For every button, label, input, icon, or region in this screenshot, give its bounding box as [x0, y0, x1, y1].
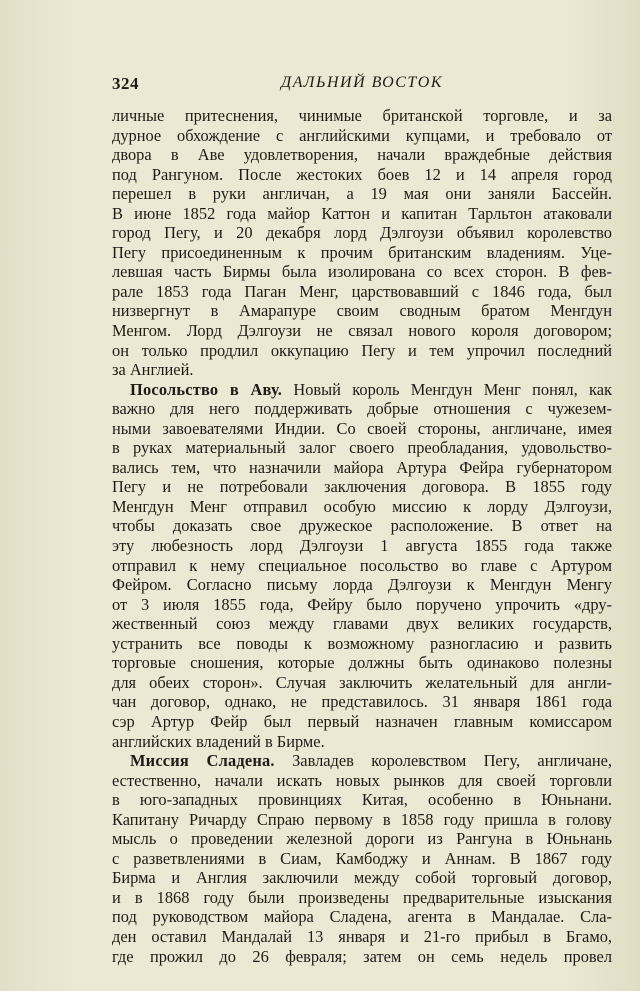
text-line: мысль о проведении железной дороги из Рангуна в Юньнань [112, 829, 612, 849]
text-line: личные притеснения, чинимые британской торговле, и за [112, 106, 612, 125]
text-line: под руководством майора Сладена, агента в Мандалае. Сла- [112, 907, 612, 927]
page-number: 324 [112, 74, 139, 93]
text-line: устранить все поводы к возможному разногласию и развить [112, 633, 612, 653]
text-line: он только продлил оккупацию Пегу и тем упрочил последний [112, 340, 612, 360]
text-line: дурное обхождение с английскими купцами, и требовало от [112, 125, 612, 145]
text-line: от 3 июля 1855 года, Фейру было поручено упрочить «дру- [112, 594, 612, 614]
text-line: Менгдун Менг отправил особую миссию к лорду Дэлгоузи, [112, 496, 612, 516]
text-line: двора в Аве удовлетворения, начали враждебные действия [112, 145, 612, 165]
text-line: с разветвлениями в Сиам, Камбоджу и Аннам. В 1867 году [112, 848, 612, 868]
text-line: левшая часть Бирмы была изолирована со всех сторон. В фев- [112, 262, 612, 282]
text-line: естественно, начали искать новых рынков для своей торговли [112, 770, 612, 790]
text-line: отправил к нему специальное посольство во главе с Артуром [112, 555, 612, 575]
text-line: для обеих сторон». Случая заключить желательный для англи- [112, 672, 612, 692]
text-line: низвергнут в Амарапуре своим сводным братом Менгдун [112, 301, 612, 321]
text-line: вались тем, что назначили майора Артура Фейра губернатором [112, 457, 612, 477]
body-text [112, 106, 612, 966]
text-line: В июне 1852 года майор Каттон и капитан Тарльтон атаковали [112, 203, 612, 223]
text-line: Пегу присоединенным к прочим британским владениям. Уце- [112, 242, 612, 262]
page-header [112, 74, 612, 98]
paragraph [112, 106, 612, 380]
text-line: рале 1853 года Паган Менг, царствовавший с 1846 года, был [112, 281, 612, 301]
text-line [112, 380, 612, 400]
text-line [112, 751, 612, 771]
text-line: Пегу и не потребовали заключения договора. В 1855 году [112, 477, 612, 497]
text-line: перешел в руки англичан, а 19 мая они заняли Бассейн. [112, 184, 612, 204]
text-line: город Пегу, и 20 декабря лорд Дэлгоузи объявил королевство [112, 223, 612, 243]
text-fragment: Завладев королевством Пегу, англичане, [292, 751, 612, 771]
text-line: Фейром. Согласно письму лорда Дэлгоузи к Менгдун Менгу [112, 575, 612, 595]
text-fragment: Новый король Менгдун Менг понял, как [293, 379, 612, 399]
text-line: в юго-западных провинциях Китая, особенно в Юньнани. [112, 790, 612, 810]
text-line: в руках материальный залог своего преобладания, удовольство- [112, 438, 612, 458]
running-head: ДАЛЬНИЙ ВОСТОК [281, 74, 443, 91]
text-line: жественный союз между главами двух великих государств, [112, 614, 612, 634]
paragraph [112, 380, 612, 751]
text-line: торговые сношения, которые должны быть одинаково полезны [112, 653, 612, 673]
text-line: под Рангуном. После жестоких боев 12 и 14 апреля город [112, 164, 612, 184]
paragraph [112, 751, 612, 966]
text-line: и в 1868 году были произведены предварительные изыскания [112, 887, 612, 907]
text-line: важно для него поддерживать добрые отношения с чужезем- [112, 399, 612, 419]
text-line: ден оставил Мандалай 13 января и 21-го прибыл в Бгамо, [112, 926, 612, 946]
text-line: ными завоевателями Индии. Со своей стороны, англичане, имея [112, 418, 612, 438]
text-line: эту любезность лорд Дэлгоузи 1 августа 1855 года также [112, 536, 612, 556]
text-line: Бирма и Англия заключили между собой торговый договор, [112, 868, 612, 888]
text-line: за Англией. [112, 360, 194, 380]
text-line: Капитану Ричарду Спраю первому в 1858 году пришла в голову [112, 809, 612, 829]
run-in-heading: Миссия Сладена. [130, 751, 275, 771]
text-line: чтобы доказать свое дружеское расположение. В ответ на [112, 516, 612, 536]
run-in-heading: Посольство в Аву. [130, 379, 283, 399]
text-line: Менгом. Лорд Дэлгоузи не связал нового короля договором; [112, 321, 612, 341]
text-line: английских владений в Бирме. [112, 731, 325, 751]
text-line: чан договор, однако, не представилось. 31 января 1861 года [112, 692, 612, 712]
text-line: где прожил до 26 февраля; затем он семь недель провел [112, 946, 612, 966]
text-line: сэр Артур Фейр был первый назначен главным комиссаром [112, 711, 612, 731]
